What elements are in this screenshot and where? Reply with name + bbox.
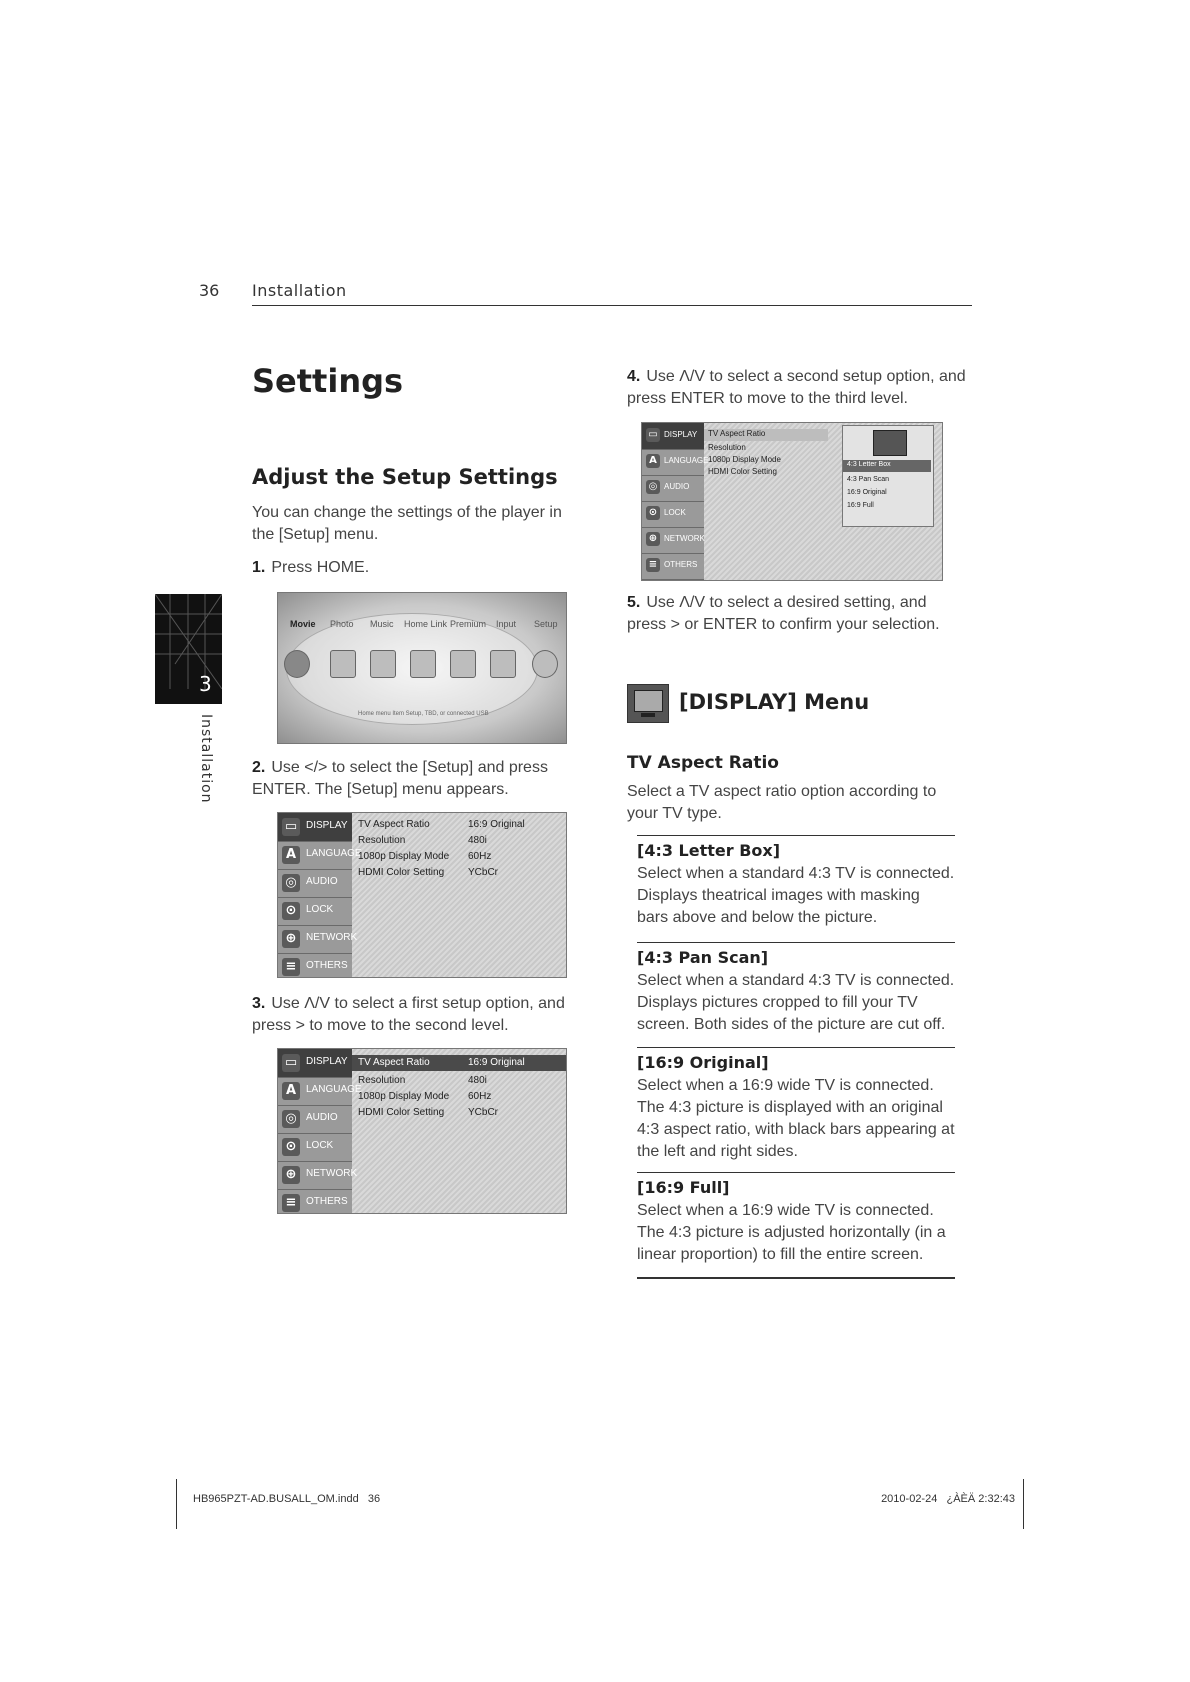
category-others: ≡ OTHERS [278, 953, 352, 978]
step-5 [627, 592, 967, 636]
footer-right-bar [1023, 1479, 1024, 1529]
option-name: Resolution [708, 443, 746, 452]
option-name: TV Aspect Ratio [708, 429, 766, 438]
intro-text: You can change the settings of the player in the [Setup] menu. [252, 504, 562, 543]
category-others: ≡ OTHERS [278, 1189, 352, 1214]
tv-aspect-description: Select a TV aspect ratio option according to your TV type. [627, 783, 937, 822]
page-number: 36 [199, 281, 220, 300]
tv-preview-icon [873, 430, 907, 456]
setup-menu-level2-screenshot [277, 1048, 567, 1214]
option-name: Resolution [358, 1075, 406, 1086]
display-icon: ▭ [282, 818, 300, 836]
option-description: Select when a 16:9 wide TV is connected. The 4:3 picture is adjusted horizontally (in a linear proportion) to fill the entire screen. [637, 1202, 946, 1263]
third-level-option: 16:9 Original [847, 489, 887, 496]
section-heading: Adjust the Setup Settings [252, 465, 558, 489]
category-display: ▭ DISPLAY [278, 813, 352, 842]
others-icon: ≡ [282, 1194, 300, 1212]
lock-icon: ⊙ [646, 506, 660, 520]
option-name: 1080p Display Mode [358, 851, 450, 862]
option-title: [4:3 Letter Box] [637, 841, 781, 860]
chapter-number: 3 [199, 672, 212, 696]
option-pan-scan [637, 942, 955, 1036]
step-text: Press HOME. [271, 559, 370, 576]
category-display: ▭ DISPLAY [278, 1049, 352, 1078]
setup-menu-screenshot [277, 812, 567, 978]
options-end-rule [637, 1277, 955, 1279]
step-text: Use </> to select the [Setup] and press ENTER. The [Setup] menu appears. [252, 759, 548, 798]
step-number: 2. [252, 759, 266, 776]
category-network: ⊕ NETWORK [278, 1161, 352, 1190]
home-premium-icon [450, 650, 476, 678]
step-text: Use Λ/V to select a second setup option, and press ENTER to move to the third level. [627, 368, 966, 407]
category-language: A LANGUAGE [278, 841, 352, 870]
home-music-icon [370, 650, 396, 678]
option-value: YCbCr [468, 1107, 499, 1118]
third-level-option: 4:3 Pan Scan [847, 476, 890, 483]
home-tab-movie: Movie [290, 619, 316, 629]
step-2 [252, 757, 582, 801]
others-icon: ≡ [646, 558, 660, 572]
home-photo-icon [330, 650, 356, 678]
footer-timestamp: 2010-02-24 ¿ÀÈÄ 2:32:43 [881, 1493, 1015, 1505]
option-value: 480i [468, 835, 487, 846]
step-4 [627, 366, 967, 410]
option-value: 480i [468, 1075, 487, 1086]
lock-icon: ⊙ [282, 902, 300, 920]
option-title: [16:9 Original] [637, 1053, 769, 1072]
category-display: ▭ DISPLAY [642, 423, 704, 450]
display-icon: ▭ [646, 428, 660, 442]
option-name: TV Aspect Ratio [358, 1057, 430, 1068]
network-icon: ⊕ [646, 532, 660, 546]
category-audio: ◎ AUDIO [278, 869, 352, 898]
lock-icon: ⊙ [282, 1138, 300, 1156]
option-value: 60Hz [468, 851, 492, 862]
option-name: 1080p Display Mode [708, 455, 781, 464]
tv-aspect-ratio-heading: TV Aspect Ratio [627, 753, 779, 773]
home-tab-premium: Premium [450, 619, 487, 629]
option-title: [4:3 Pan Scan] [637, 948, 769, 967]
step-number: 5. [627, 594, 641, 611]
option-value: 16:9 Original [468, 1057, 525, 1068]
category-language: A LANGUAGE [278, 1077, 352, 1106]
option-letter-box [637, 835, 955, 929]
option-name: TV Aspect Ratio [358, 819, 430, 830]
category-lock: ⊙ LOCK [278, 897, 352, 926]
audio-icon: ◎ [282, 874, 300, 892]
tv-display-icon [627, 684, 669, 723]
section-title: Installation [252, 281, 347, 300]
option-description: Select when a 16:9 wide TV is connected. The 4:3 picture is displayed with an original 4:3 aspect ratio, with black bars appearing at the left and right sides. [637, 1077, 955, 1160]
header-rule [252, 305, 972, 306]
chapter-tab-pattern [155, 594, 222, 689]
step-1 [252, 557, 582, 579]
step-number: 1. [252, 559, 266, 576]
category-audio: ◎ AUDIO [278, 1105, 352, 1134]
step-number: 3. [252, 995, 266, 1012]
home-disc-icon [284, 650, 310, 678]
language-icon: A [282, 1082, 300, 1100]
setup-menu-level3-screenshot [641, 422, 943, 581]
step-text: Use Λ/V to select a first setup option, and press > to move to the second level. [252, 995, 565, 1034]
option-value: 60Hz [468, 1091, 492, 1102]
home-input-icon [490, 650, 516, 678]
home-tab-setup: Setup [534, 619, 558, 629]
audio-icon: ◎ [282, 1110, 300, 1128]
home-tab-music: Music [370, 619, 394, 629]
category-network: ⊕ NETWORK [642, 527, 704, 554]
third-level-popup [842, 425, 934, 527]
language-icon: A [646, 454, 660, 468]
option-description: Select when a standard 4:3 TV is connected. Displays theatrical images with masking bars above and below the picture. [637, 865, 955, 926]
step-number: 4. [627, 368, 641, 385]
chapter-label-text: Installation [198, 714, 214, 804]
option-name: 1080p Display Mode [358, 1091, 450, 1102]
option-value: 16:9 Original [468, 819, 525, 830]
third-level-option: 4:3 Letter Box [847, 461, 891, 468]
audio-icon: ◎ [646, 480, 660, 494]
option-16-9-original [637, 1047, 955, 1163]
chapter-tab [155, 594, 222, 704]
option-title: [16:9 Full] [637, 1178, 730, 1197]
home-footer-text: Home menu Item Setup, TBD, or connected USB [358, 711, 489, 717]
option-name: HDMI Color Setting [358, 1107, 445, 1118]
option-name: HDMI Color Setting [358, 867, 445, 878]
chapter-label [196, 714, 220, 804]
category-language: A LANGUAGE [642, 449, 704, 476]
category-network: ⊕ NETWORK [278, 925, 352, 954]
option-description: Select when a standard 4:3 TV is connected. Displays pictures cropped to fill your TV screen. Both sides of the picture are cut off. [637, 972, 955, 1033]
network-icon: ⊕ [282, 1166, 300, 1184]
home-link-icon [410, 650, 436, 678]
home-tab-input: Input [496, 619, 517, 629]
page-title: Settings [252, 362, 404, 400]
category-others: ≡ OTHERS [642, 553, 704, 580]
home-menu-screenshot [277, 592, 567, 744]
network-icon: ⊕ [282, 930, 300, 948]
home-tab-photo: Photo [330, 619, 354, 629]
home-tab-home-link: Home Link [404, 619, 448, 629]
home-setup-icon [532, 650, 558, 678]
third-level-option: 16:9 Full [847, 502, 874, 509]
category-audio: ◎ AUDIO [642, 475, 704, 502]
others-icon: ≡ [282, 958, 300, 976]
display-icon: ▭ [282, 1054, 300, 1072]
footer-filename: HB965PZT-AD.BUSALL_OM.indd 36 [193, 1493, 381, 1505]
step-text: Use Λ/V to select a desired setting, and press > or ENTER to confirm your selection. [627, 594, 940, 633]
language-icon: A [282, 846, 300, 864]
category-lock: ⊙ LOCK [278, 1133, 352, 1162]
category-lock: ⊙ LOCK [642, 501, 704, 528]
display-menu-title: [DISPLAY] Menu [679, 690, 870, 714]
footer-left-bar [176, 1479, 177, 1529]
option-name: Resolution [358, 835, 406, 846]
option-16-9-full [637, 1172, 955, 1266]
option-value: YCbCr [468, 867, 499, 878]
option-name: HDMI Color Setting [708, 467, 777, 476]
step-3 [252, 993, 582, 1037]
